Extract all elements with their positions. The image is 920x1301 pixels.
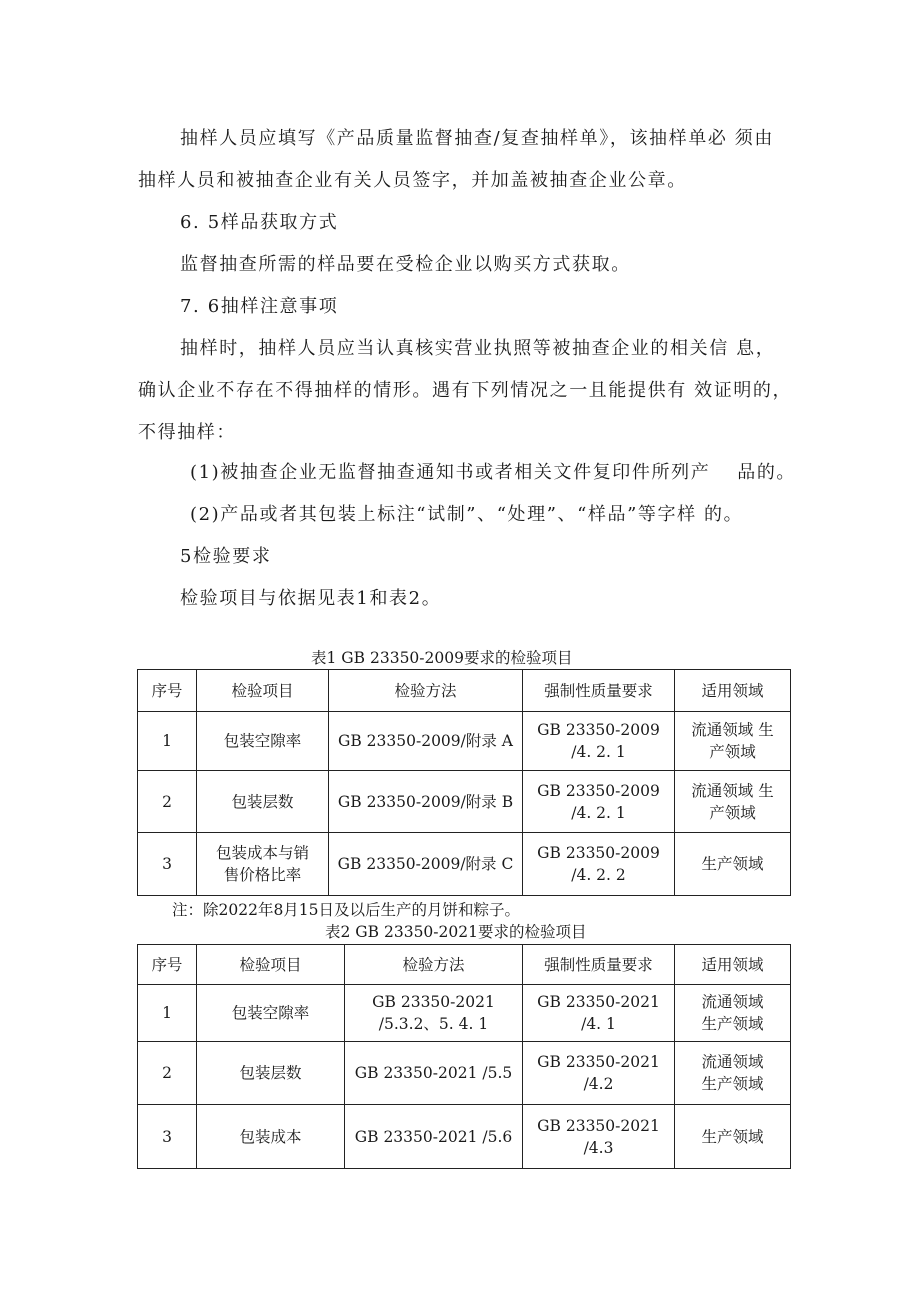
paragraph-line: 监督抽查所需的样品要在受检企业以购买方式获取。 (180, 254, 631, 275)
cell-method (345, 985, 523, 1042)
table1 (137, 669, 791, 896)
paragraph-line: 抽样时，抽样人员应当认真核实营业执照等被抽查企业的相关信 息， (180, 338, 776, 359)
cell-item-line: 包装层数 (231, 792, 294, 811)
cell-item-line: 包装成本与销 (215, 844, 309, 862)
cell-field (675, 833, 791, 896)
paragraph-line: 确认企业不存在不得抽样的情形。遇有下列情况之一且能提供有 效证明的， (138, 380, 793, 401)
cell-item (197, 712, 329, 771)
cell-method-line: GB 23350-2021 /5.6 (354, 1127, 513, 1146)
cell-no: 1 (138, 985, 197, 1042)
header-cell: 适用领域 (675, 945, 791, 985)
paragraph-line: 检验项目与依据见表1和表2。 (180, 588, 442, 609)
header-cell: 检验项目 (197, 945, 345, 985)
cell-field (675, 1105, 791, 1169)
cell-field-line: 生产领域 (701, 855, 764, 873)
table2-caption: 表2 GB 23350-2021要求的检验项目 (325, 923, 587, 941)
cell-no: 2 (138, 1042, 197, 1105)
cell-req-line: /4. 2. 2 (571, 866, 626, 884)
header-cell: 强制性质量要求 (523, 945, 675, 985)
table-row (138, 833, 791, 896)
cell-req-line: GB 23350-2021 (537, 1116, 660, 1135)
header-cell: 序号 (138, 945, 197, 985)
cell-requirement (523, 985, 675, 1042)
table-header-row (138, 670, 791, 712)
cell-field-line: 生产领域 (701, 1075, 764, 1093)
cell-req-line: /4. 2. 1 (571, 803, 626, 822)
cell-method (345, 1105, 523, 1169)
table1-caption: 表1 GB 23350-2009要求的检验项目 (311, 649, 573, 667)
paragraph-line: 抽样人员应填写《产品质量监督抽查/复查抽样单》，该抽样单必 须由 (180, 128, 774, 149)
table-row (138, 712, 791, 771)
cell-method (329, 712, 523, 771)
cell-method (329, 833, 523, 896)
cell-field-line: 流通领域 (701, 1053, 764, 1071)
table-row (138, 985, 791, 1042)
header-cell: 强制性质量要求 (523, 670, 675, 712)
cell-requirement (523, 1042, 675, 1105)
list-item: (1)被抽查企业无监督抽查通知书或者相关文件复印件所列产 品的。 (190, 462, 797, 483)
cell-field-line: 产领域 (709, 743, 756, 761)
header-cell: 序号 (138, 670, 197, 712)
cell-req-line: GB 23350-2009 (537, 844, 660, 862)
cell-field-line: 生产领域 (701, 1127, 764, 1146)
cell-field-line: 流通领域 (701, 993, 764, 1011)
cell-item (197, 833, 329, 896)
table-row (138, 1105, 791, 1169)
cell-no: 3 (138, 1105, 197, 1169)
header-cell: 检验项目 (197, 670, 329, 712)
cell-no: 2 (138, 771, 197, 833)
cell-req-line: GB 23350-2009 (537, 721, 660, 739)
cell-req-line: /4.2 (583, 1075, 614, 1093)
cell-item-line: 包装层数 (239, 1064, 302, 1082)
cell-requirement (523, 712, 675, 771)
cell-item-line: 包装空隙率 (231, 1004, 310, 1022)
cell-field (675, 1042, 791, 1105)
cell-method-line: /5.3.2、5. 4. 1 (378, 1015, 489, 1033)
cell-method (345, 1042, 523, 1105)
cell-method (329, 771, 523, 833)
section-heading: 6. 5样品获取方式 (180, 212, 339, 233)
cell-field (675, 712, 791, 771)
cell-method-line: GB 23350-2009/附录 C (337, 855, 514, 873)
cell-no: 1 (138, 712, 197, 771)
cell-field-line: 产领域 (709, 803, 756, 822)
cell-method-line: GB 23350-2021 /5.5 (354, 1064, 513, 1082)
cell-item (197, 1105, 345, 1169)
header-cell: 适用领域 (675, 670, 791, 712)
cell-requirement (523, 1105, 675, 1169)
cell-field-line: 生产领域 (701, 1015, 764, 1033)
cell-requirement (523, 771, 675, 833)
cell-field-line: 流通领域 生 (691, 781, 774, 800)
table2 (137, 944, 791, 1169)
cell-requirement (523, 833, 675, 896)
cell-item (197, 771, 329, 833)
cell-req-line: GB 23350-2021 (537, 993, 660, 1011)
section-heading: 7. 6抽样注意事项 (180, 296, 339, 317)
cell-method-line: GB 23350-2009/附录 B (337, 792, 514, 811)
paragraph-line: 抽样人员和被抽查企业有关人员签字，并加盖被抽查企业公章。 (138, 170, 687, 191)
cell-req-line: GB 23350-2021 (537, 1053, 660, 1071)
table1-note: 注：除2022年8月15日及以后生产的月饼和粽子。 (172, 901, 521, 919)
header-cell: 检验方法 (345, 945, 523, 985)
cell-req-line: /4. 1 (581, 1015, 616, 1033)
table-row (138, 771, 791, 833)
cell-req-line: /4. 2. 1 (571, 743, 626, 761)
table-header-row (138, 945, 791, 985)
cell-field-line: 流通领域 生 (691, 721, 774, 739)
cell-item-line: 包装成本 (239, 1127, 302, 1146)
header-cell: 检验方法 (329, 670, 523, 712)
cell-req-line: /4.3 (583, 1138, 614, 1157)
section-heading: 5检验要求 (180, 546, 272, 567)
cell-no: 3 (138, 833, 197, 896)
cell-item-line: 包装空隙率 (223, 732, 302, 750)
cell-item (197, 985, 345, 1042)
cell-item-line: 售价格比率 (223, 866, 302, 884)
cell-item (197, 1042, 345, 1105)
paragraph-line: 不得抽样： (138, 422, 236, 443)
cell-method-line: GB 23350-2009/附录 A (337, 732, 514, 750)
cell-field (675, 985, 791, 1042)
cell-req-line: GB 23350-2009 (537, 781, 660, 800)
table-row (138, 1042, 791, 1105)
list-item: (2)产品或者其包装上标注“试制”、“处理”、“样品”等字样 的。 (190, 504, 744, 525)
cell-method-line: GB 23350-2021 (372, 993, 495, 1011)
cell-field (675, 771, 791, 833)
